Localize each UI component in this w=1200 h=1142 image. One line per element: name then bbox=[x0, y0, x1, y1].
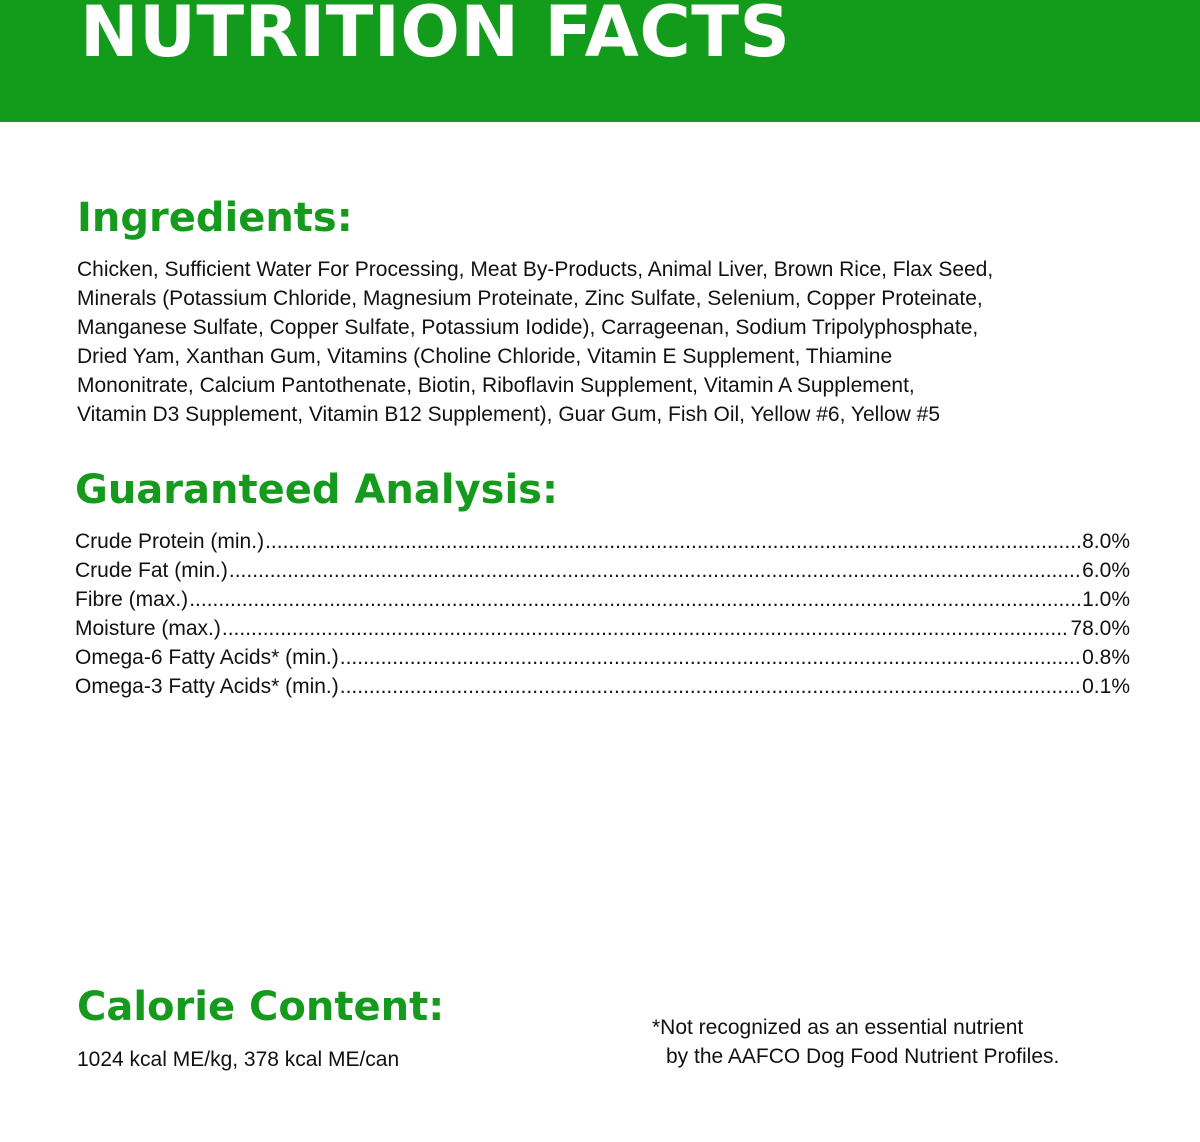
dot-leader bbox=[229, 556, 1081, 585]
analysis-value: 0.1% bbox=[1082, 675, 1130, 698]
ingredients-heading: Ingredients: bbox=[77, 195, 353, 241]
analysis-label: Omega-3 Fatty Acids* (min.) bbox=[75, 675, 339, 698]
dot-leader bbox=[340, 643, 1081, 672]
dot-leader bbox=[189, 585, 1081, 614]
guaranteed-analysis-table bbox=[75, 527, 1130, 701]
analysis-label: Fibre (max.) bbox=[75, 588, 189, 611]
ingredients-line: Mononitrate, Calcium Pantothenate, Biotin, Riboflavin Supplement, Vitamin A Supplement, bbox=[77, 374, 915, 397]
analysis-value: 78.0% bbox=[1070, 617, 1130, 640]
analysis-value: 6.0% bbox=[1082, 559, 1130, 582]
dot-leader bbox=[340, 672, 1081, 701]
footnote bbox=[652, 1013, 1059, 1071]
header-banner bbox=[0, 0, 1200, 122]
dot-leader bbox=[222, 614, 1070, 643]
ingredients-line: Manganese Sulfate, Copper Sulfate, Potassium Iodide), Carrageenan, Sodium Tripolyphosphate, bbox=[77, 316, 979, 339]
footnote-line: *Not recognized as an essential nutrient bbox=[652, 1016, 1024, 1039]
analysis-row bbox=[75, 527, 1130, 556]
page-title: NUTRITION FACTS bbox=[80, 0, 791, 73]
analysis-row bbox=[75, 585, 1130, 614]
analysis-row bbox=[75, 672, 1130, 701]
analysis-row bbox=[75, 643, 1130, 672]
analysis-label: Crude Fat (min.) bbox=[75, 559, 228, 582]
calorie-content-text: 1024 kcal ME/kg, 378 kcal ME/can bbox=[77, 1048, 400, 1071]
analysis-row bbox=[75, 614, 1130, 643]
ingredients-line: Minerals (Potassium Chloride, Magnesium Proteinate, Zinc Sulfate, Selenium, Copper Proteinate, bbox=[77, 287, 983, 310]
analysis-value: 8.0% bbox=[1082, 530, 1130, 553]
dot-leader bbox=[265, 527, 1081, 556]
ingredients-line: Dried Yam, Xanthan Gum, Vitamins (Choline Chloride, Vitamin E Supplement, Thiamine bbox=[77, 345, 893, 368]
ingredients-line: Vitamin D3 Supplement, Vitamin B12 Supplement), Guar Gum, Fish Oil, Yellow #6, Yellow #5 bbox=[77, 403, 941, 426]
analysis-label: Crude Protein (min.) bbox=[75, 530, 265, 553]
ingredients-line: Chicken, Sufficient Water For Processing, Meat By-Products, Animal Liver, Brown Rice, Flax Seed, bbox=[77, 258, 994, 281]
footnote-line: by the AAFCO Dog Food Nutrient Profiles. bbox=[666, 1045, 1060, 1068]
calorie-content-heading: Calorie Content: bbox=[77, 984, 445, 1030]
guaranteed-analysis-heading: Guaranteed Analysis: bbox=[75, 467, 558, 513]
analysis-value: 0.8% bbox=[1082, 646, 1130, 669]
analysis-row bbox=[75, 556, 1130, 585]
ingredients-list bbox=[77, 255, 1147, 429]
analysis-value: 1.0% bbox=[1082, 588, 1130, 611]
analysis-label: Omega-6 Fatty Acids* (min.) bbox=[75, 646, 339, 669]
analysis-label: Moisture (max.) bbox=[75, 617, 221, 640]
